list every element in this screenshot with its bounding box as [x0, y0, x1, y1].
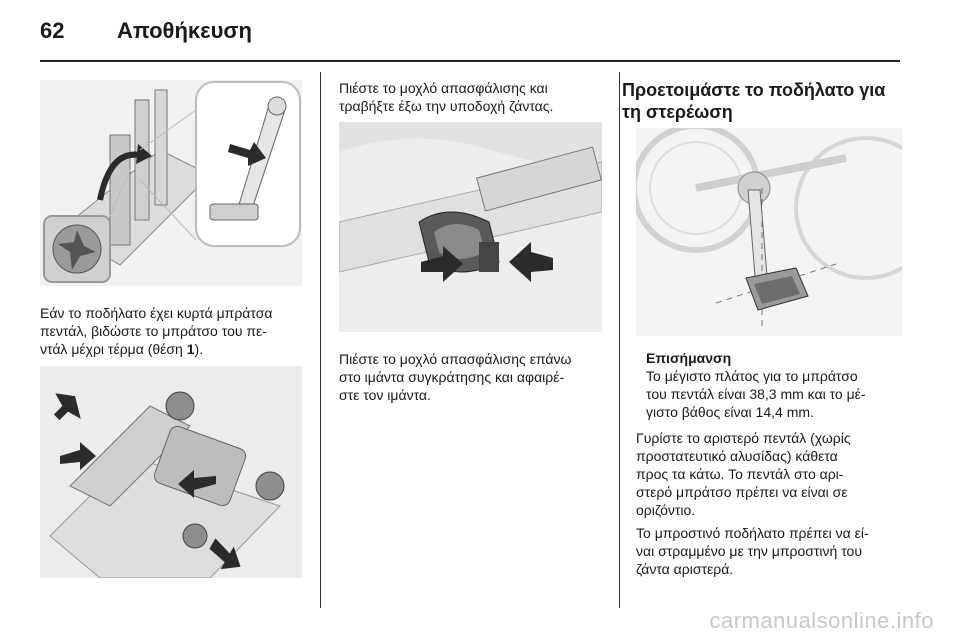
note-line-3: γιστο βάθος είναι 14,4 mm.	[646, 404, 814, 420]
col2-bottom-text	[339, 350, 611, 404]
col2-bottom-line-3: στε τον ιμάντα.	[339, 387, 431, 403]
header-rule	[40, 60, 900, 62]
col3-p2-line-3: ζάντα αριστερά.	[636, 561, 734, 577]
col3-p1-line-5: οριζόντιο.	[636, 502, 696, 518]
col2-top-line-1: Πιέστε το μοχλό απασφάλισης και	[339, 80, 548, 96]
col1-line-3	[40, 340, 312, 358]
note-heading: Επισήμανση	[646, 350, 732, 366]
figure-pedal-arm	[40, 80, 302, 286]
column-divider-2	[619, 72, 620, 608]
col1-line-2: πεντάλ, βιδώστε το μπράτσο του πε-	[40, 323, 267, 339]
section-title	[622, 79, 892, 123]
col3-paragraph-2	[636, 524, 906, 578]
col1-line-3-end: ).	[194, 341, 204, 357]
col2-bottom-line-2: στο ιμάντα συγκράτησης και αφαιρέ-	[339, 369, 565, 385]
col2-top-line-2: τραβήξτε έξω την υποδοχή ζάντας.	[339, 98, 554, 114]
col2-bottom-line-1: Πιέστε το μοχλό απασφάλισης επάνω	[339, 351, 572, 367]
col3-p1-line-2: προστατευτικό αλυσίδας) κάθετα	[636, 448, 838, 464]
column-divider-1	[320, 72, 321, 608]
col3-p1-line-3: προς τα κάτω. Το πεντάλ στο αρι-	[636, 466, 844, 482]
figure-carrier-release	[40, 366, 302, 578]
col2-top-text	[339, 79, 609, 115]
col3-p2-line-2: ναι στραμμένο με την μπροστινή του	[636, 543, 862, 559]
col3-p2-line-1: Το μπροστινό ποδήλατο πρέπει να εί-	[636, 525, 869, 541]
section-title-line-2: τη στερέωση	[622, 102, 733, 122]
col3-p1-line-4: στερό μπράτσο πρέπει να είναι σε	[636, 484, 848, 500]
watermark: carmanualsonline.info	[709, 608, 934, 633]
col3-paragraph-1	[636, 429, 906, 519]
note-block	[646, 349, 902, 421]
col1-line-1: Εάν το ποδήλατο έχει κυρτά μπράτσα	[40, 305, 273, 321]
page-title: Αποθήκευση	[117, 18, 252, 43]
col1-line-3-text: ντάλ μέχρι τέρμα (θέση	[40, 341, 187, 357]
section-title-line-1: Προετοιμάστε το ποδήλατο για	[622, 80, 886, 100]
page-number: 62	[40, 18, 65, 43]
figure-bike-pedal	[636, 128, 902, 336]
note-line-2: του πεντάλ είναι 38,3 mm και το μέ-	[646, 386, 866, 402]
position-number: 1	[186, 341, 195, 357]
col1-paragraph	[40, 304, 312, 358]
figure-wheel-holder	[339, 122, 602, 332]
col3-p1-line-1: Γυρίστε το αριστερό πεντάλ (χωρίς	[636, 430, 851, 446]
note-line-1: Το μέγιστο πλάτος για το μπράτσο	[646, 368, 858, 384]
